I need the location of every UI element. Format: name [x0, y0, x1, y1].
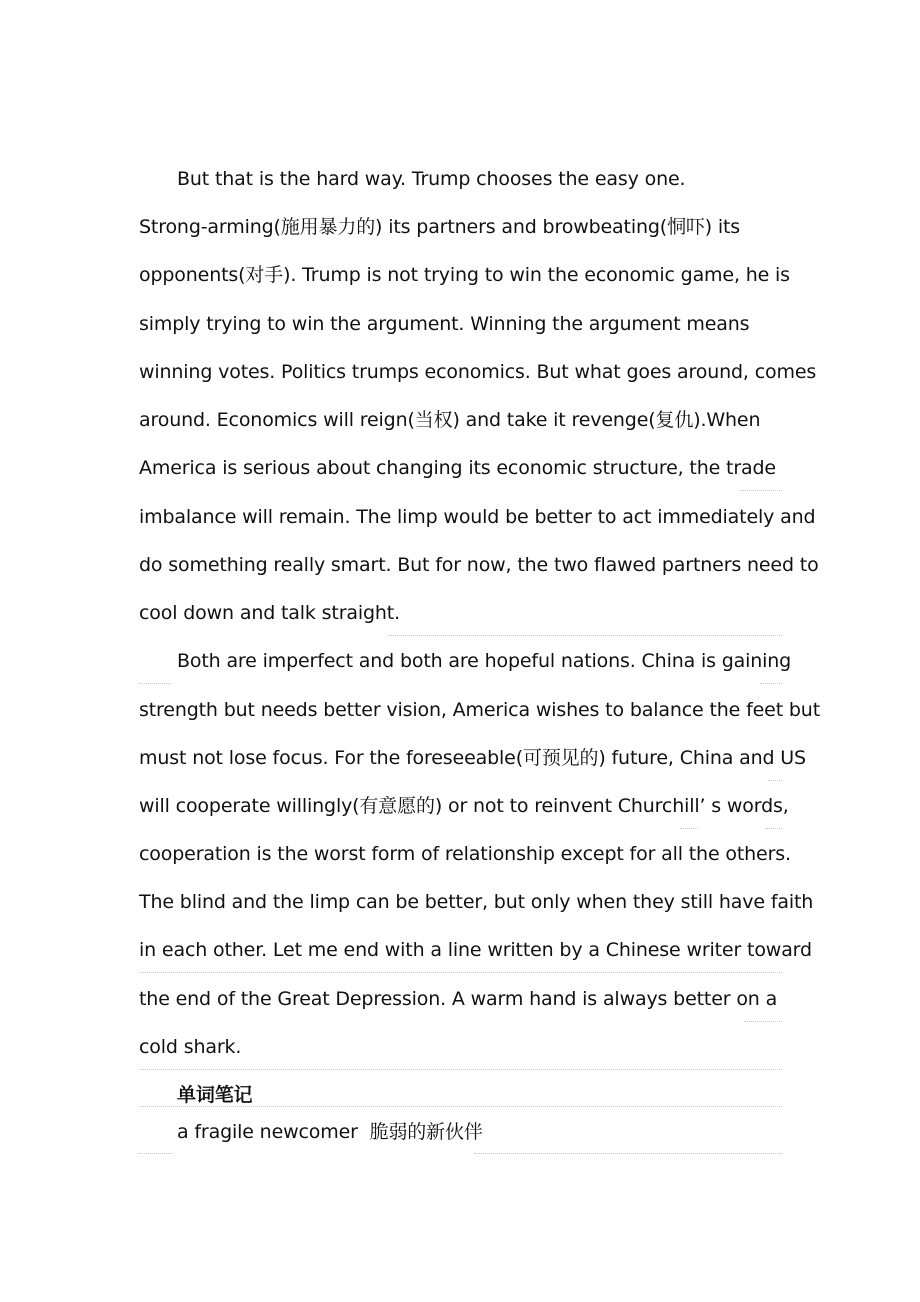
- paragraph-2-line-8: the end of the Great Depression. A warm hand is always better on a: [139, 988, 778, 1010]
- divider-dots: [139, 1106, 782, 1107]
- paragraph-2-line-5: cooperation is the worst form of relationship except for all the others.: [139, 843, 791, 865]
- divider-dots: [744, 1021, 782, 1022]
- divider-dots: [766, 828, 782, 829]
- paragraph-1-line-6: around. Economics will reign(当权) and take it revenge(复仇).When: [139, 409, 761, 431]
- divider-dots: [139, 1069, 782, 1070]
- paragraph-1-line-2: Strong-arming(施用暴力的) its partners and browbeating(恫吓) its: [139, 216, 741, 238]
- divider-dots: [139, 1153, 173, 1154]
- paragraph-2-line-2: strength but needs better vision, America wishes to balance the feet but: [139, 699, 821, 721]
- paragraph-1-line-5: winning votes. Politics trumps economics. But what goes around, comes: [139, 361, 817, 383]
- divider-dots: [388, 635, 782, 636]
- paragraph-1-line-8: imbalance will remain. The limp would be better to act immediately and: [139, 506, 816, 528]
- paragraph-2-line-7: in each other. Let me end with a line written by a Chinese writer toward: [139, 939, 812, 961]
- divider-dots: [139, 683, 171, 684]
- paragraph-1-line-7: America is serious about changing its economic structure, the trade: [139, 457, 776, 479]
- paragraph-1-line-10: cool down and talk straight.: [139, 602, 400, 624]
- paragraph-1-line-9: do something really smart. But for now, the two flawed partners need to: [139, 554, 819, 576]
- paragraph-1-line-3: opponents(对手). Trump is not trying to win the economic game, he is: [139, 264, 790, 286]
- divider-dots: [680, 828, 698, 829]
- divider-dots: [760, 683, 782, 684]
- paragraph-2-line-3: must not lose focus. For the foreseeable(可预见的) future, China and US: [139, 747, 806, 769]
- note-item: a fragile newcomer 脆弱的新伙伴: [177, 1121, 483, 1143]
- divider-dots: [768, 780, 782, 781]
- paragraph-2-line-4: will cooperate willingly(有意愿的) or not to reinvent Churchill’ s words,: [139, 795, 789, 817]
- paragraph-2-line-9: cold shark.: [139, 1036, 242, 1058]
- divider-dots: [474, 1153, 782, 1154]
- paragraph-1-line-4: simply trying to win the argument. Winning the argument means: [139, 313, 750, 335]
- paragraph-1-line-1: But that is the hard way. Trump chooses the easy one.: [177, 168, 686, 190]
- notes-heading: 单词笔记: [177, 1084, 253, 1106]
- paragraph-2-line-6: The blind and the limp can be better, but only when they still have faith: [139, 891, 814, 913]
- paragraph-2-line-1: Both are imperfect and both are hopeful nations. China is gaining: [177, 650, 792, 672]
- divider-dots: [740, 490, 782, 491]
- divider-dots: [139, 972, 782, 973]
